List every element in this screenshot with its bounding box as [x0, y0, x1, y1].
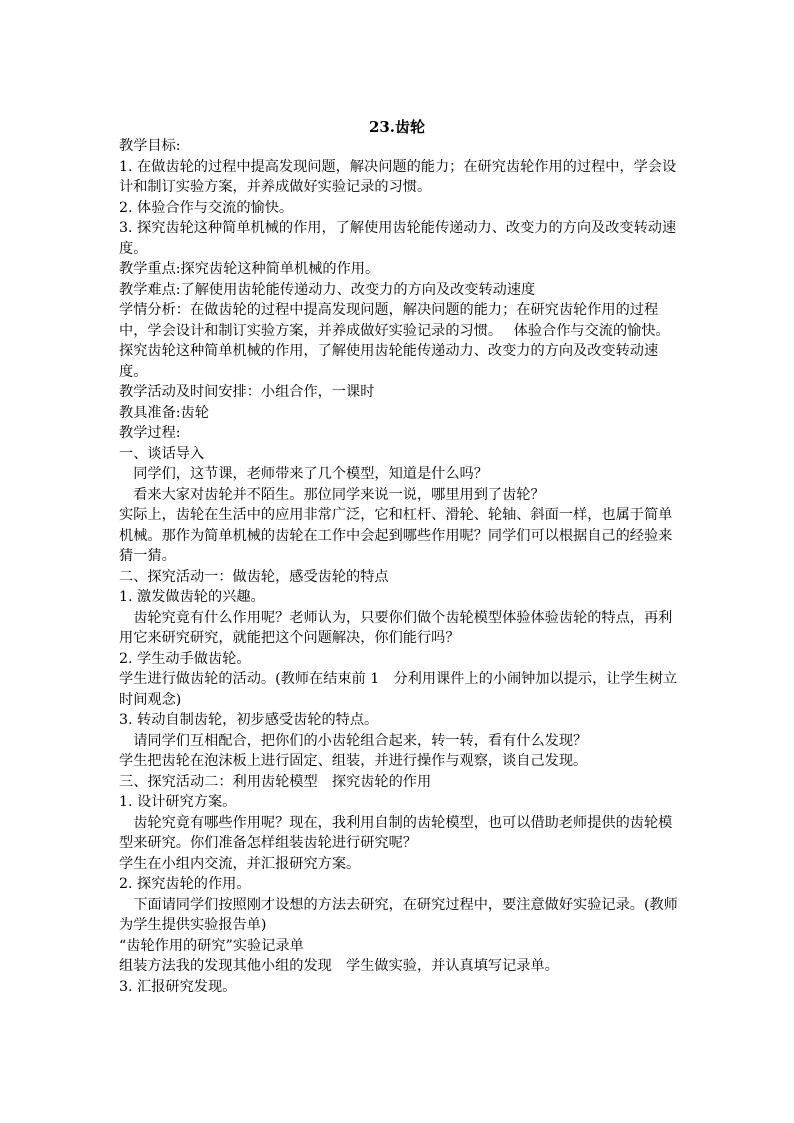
- document-paragraph: 1. 激发做齿轮的兴趣。: [119, 589, 265, 605]
- document-paragraph: 看来大家对齿轮并不陌生。那位同学来说一说，哪里用到了齿轮？: [119, 486, 545, 503]
- document-paragraph: 2. 探究齿轮的作用。: [119, 876, 251, 892]
- document-paragraph: 二、探究活动一：做齿轮，感受齿轮的特点: [119, 568, 389, 585]
- document-paragraph: 学生进行做齿轮的活动。(教师在结束前 1 分利用课件上的小闹钟加以提示，让学生树立时间观念): [119, 671, 678, 708]
- document-paragraph: 实际上，齿轮在生活中的应用非常广泛，它和杠杆、滑轮、轮轴、斜面一样，也属于简单机械。那作为简单机械的齿轮在工作中会起到哪些作用呢？同学们可以根据自己的经验来猜一猜。: [119, 507, 673, 564]
- document-paragraph: 教学过程:: [119, 425, 181, 441]
- document-paragraph: 3. 汇报研究发现。: [119, 978, 237, 995]
- document-paragraph: 三、探究活动二：利用齿轮模型 探究齿轮的作用: [119, 773, 432, 790]
- document-paragraph: 3. 探究齿轮这种简单机械的作用，了解使用齿轮能传递动力、改变力的方向及改变转动速度。: [119, 220, 677, 257]
- document-paragraph: 学生把齿轮在泡沫板上进行固定、组装，并进行操作与观察，谈自己发现。: [119, 753, 588, 769]
- document-paragraph: 请同学们互相配合，把你们的小齿轮组合起来，转一转，看有什么发现？: [119, 732, 588, 749]
- document-paragraph: 2. 体验合作与交流的愉快。: [119, 199, 294, 216]
- document-paragraph: 教学重点:探究齿轮这种简单机械的作用。: [119, 261, 380, 277]
- document-paragraph: 同学们，这节课，老师带来了几个模型，知道是什么吗？: [119, 466, 488, 482]
- document-paragraph: 学情分析：在做齿轮的过程中提高发现问题，解决问题的能力；在研究齿轮作用的过程中，学会设计和制订实验方案，并养成做好实验记录的习惯。 体验合作与交流的愉快。 探究齿轮这种简单机械的作用，了解使用齿轮能传递动力、改变力的方向及改变转动速度。: [119, 302, 682, 380]
- document-paragraph: 教学活动及时间安排：小组合作，一课时: [119, 384, 375, 400]
- document-paragraph: 下面请同学们按照刚才设想的方法去研究，在研究过程中，要注意做好实验记录。(教师为学生提供实验报告单): [119, 896, 678, 933]
- document-title: 23.齿轮: [368, 118, 426, 136]
- document-paragraph: 2. 学生动手做齿轮。: [119, 650, 251, 667]
- document-paragraph: 教学难点:了解使用齿轮能传递动力、改变力的方向及改变转动速度: [119, 281, 536, 298]
- document-paragraph: 齿轮究竟有哪些作用呢？现在，我利用自制的齿轮模型，也可以借助老师提供的齿轮模型来研究。你们准备怎样组装齿轮进行研究呢？: [119, 814, 673, 851]
- document-paragraph: 教学目标:: [119, 138, 181, 154]
- document-paragraph: 教具准备:齿轮: [119, 404, 209, 421]
- document-paragraph: 3. 转动自制齿轮，初步感受齿轮的特点。: [119, 712, 379, 728]
- document-paragraph: 1. 在做齿轮的过程中提高发现问题，解决问题的能力；在研究齿轮作用的过程中，学会设计和制订实验方案，并养成做好实验记录的习惯。: [119, 158, 677, 195]
- document-paragraph: 一、谈话导入: [119, 445, 205, 462]
- document-paragraph: 齿轮究竟有什么作用呢？老师认为，只要你们做个齿轮模型体验体验齿轮的特点，再利用它来研究研究，就能把这个问题解决，你们能行吗？: [119, 609, 673, 646]
- document-paragraph: 学生在小组内交流，并汇报研究方案。: [119, 855, 361, 872]
- document-body: [119, 136, 682, 997]
- document-paragraph: “齿轮作用的研究”实验记录单: [119, 937, 304, 954]
- document-paragraph: 组装方法我的发现其他小组的发现 学生做实验，并认真填写记录单。: [119, 958, 559, 974]
- document-paragraph: 1. 设计研究方案。: [119, 794, 237, 810]
